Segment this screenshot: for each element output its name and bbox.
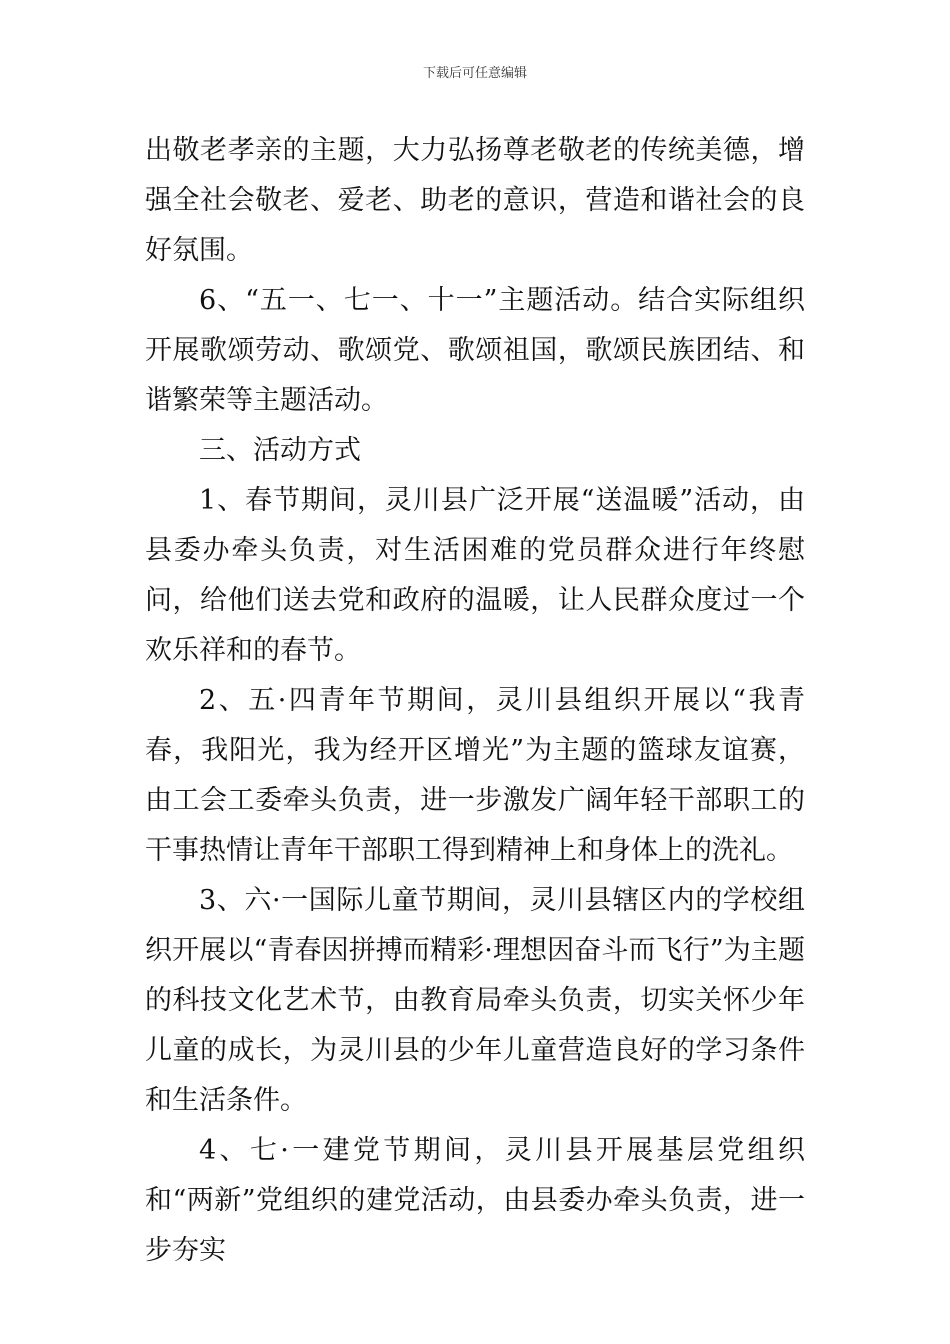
section-heading-activity-methods: 三、活动方式	[199, 435, 361, 466]
paragraph-item-4: 4、七·一建党节期间，灵川县开展基层党组织和“两新”党组织的建党活动，由县委办牵头负责，进一步夯实	[145, 1135, 805, 1266]
paragraph-item-3: 3、六·一国际儿童节期间，灵川县辖区内的学校组织开展以“青春因拼搏而精彩·理想因奋斗而飞行”为主题的科技文化艺术节，由教育局牵头负责，切实关怀少年儿童的成长，为灵川县的少年儿童营造良好的学习条件和生活条件。	[145, 885, 805, 1116]
document-body	[145, 126, 805, 1276]
paragraph-item-1: 1、春节期间，灵川县广泛开展“送温暖”活动，由县委办牵头负责，对生活困难的党员群众进行年终慰问，给他们送去党和政府的温暖，让人民群众度过一个欢乐祥和的春节。	[145, 485, 805, 666]
paragraph-continuation: 出敬老孝亲的主题，大力弘扬尊老敬老的传统美德，增强全社会敬老、爱老、助老的意识，营造和谐社会的良好氛围。	[145, 135, 805, 266]
page-header: 下载后可任意编辑	[422, 66, 527, 81]
paragraph-item-6: 6、“五一、七一、十一”主题活动。结合实际组织开展歌颂劳动、歌颂党、歌颂祖国，歌颂民族团结、和谐繁荣等主题活动。	[145, 285, 805, 416]
paragraph-item-2: 2、五·四青年节期间，灵川县组织开展以“我青春，我阳光，我为经开区增光”为主题的篮球友谊赛，由工会工委牵头负责，进一步激发广阔年轻干部职工的干事热情让青年干部职工得到精神上和身体上的洗礼。	[145, 685, 805, 866]
